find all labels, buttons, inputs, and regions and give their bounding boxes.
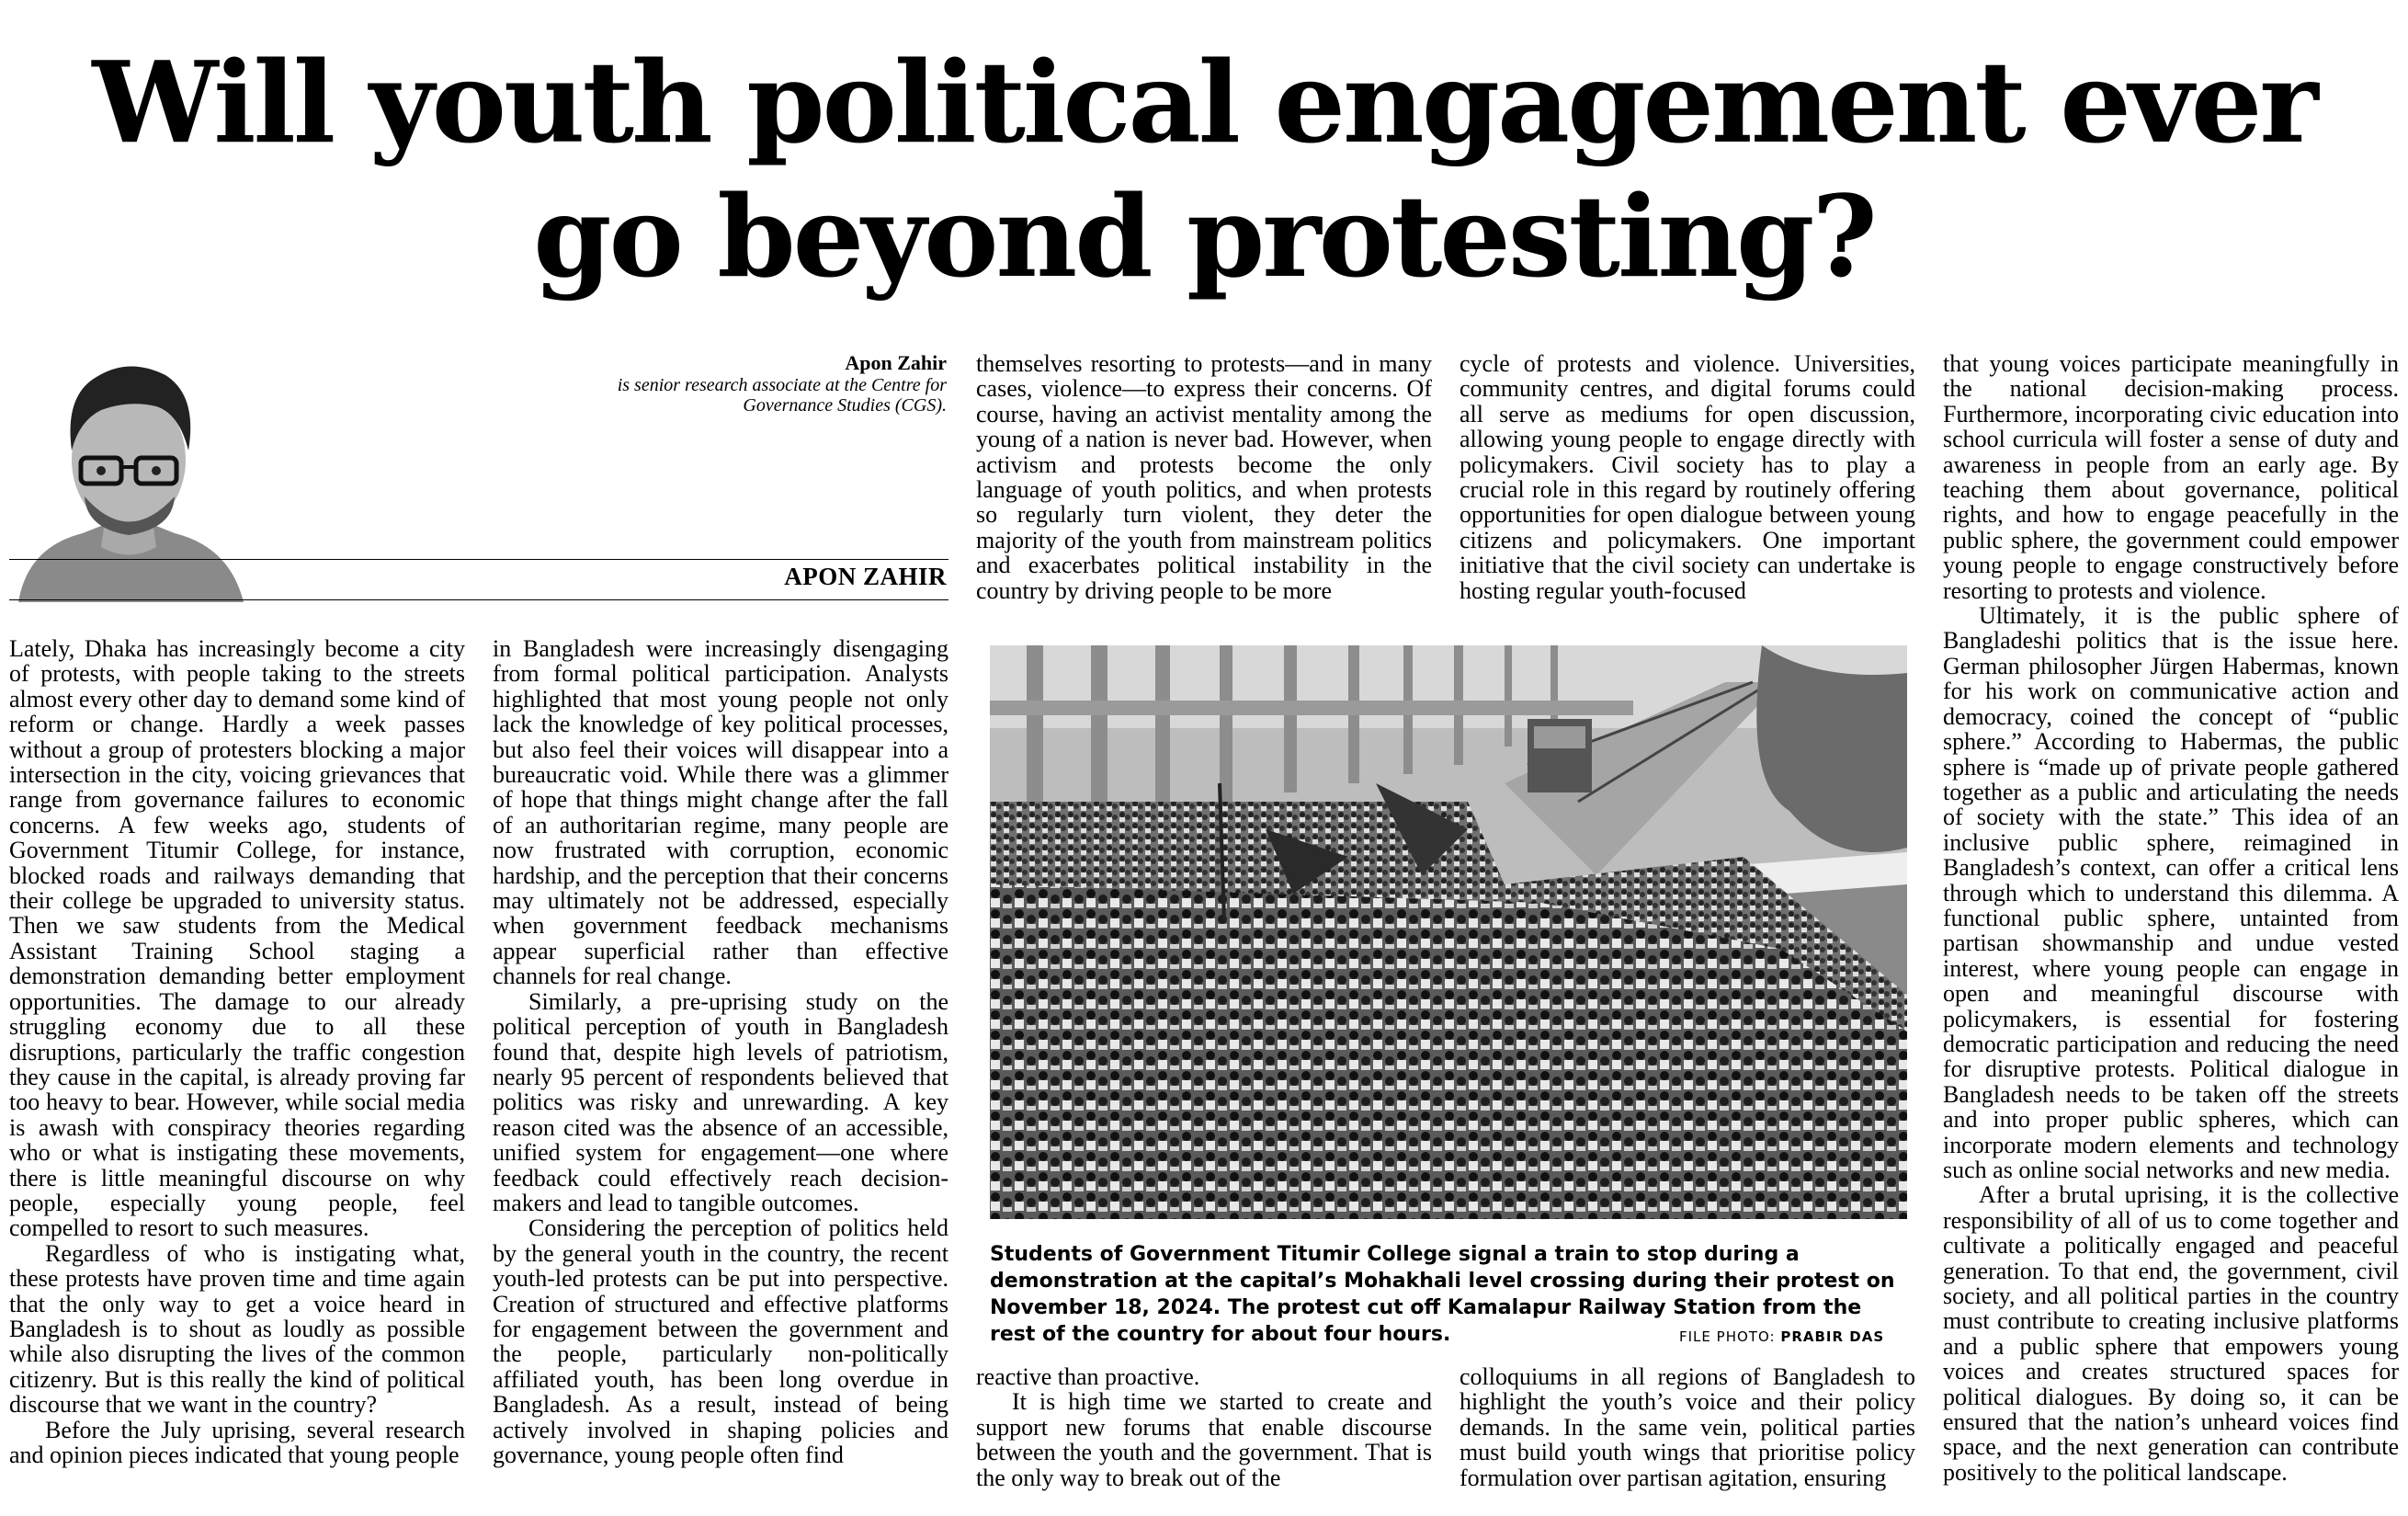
headline-line-1: Will youth political engagement ever <box>92 36 2316 168</box>
paragraph: colloquiums in all regions of Bangladesh to highlight the youth’s voice and their policy demands. In the same vein, political parties must build youth wings that prioritise policy formulation over partisan agitation, ensuring <box>1460 1363 1915 1491</box>
author-name: Apon Zahir <box>845 351 947 374</box>
column-5 <box>1943 351 2399 1485</box>
author-portrait <box>9 349 248 602</box>
column-4-bottom <box>1460 1364 1915 1490</box>
photo-credit <box>1679 1328 1884 1345</box>
column-1 <box>9 636 465 1467</box>
column-3-top <box>976 351 1432 603</box>
column-3-bottom <box>976 1364 1432 1490</box>
paragraph: reactive than proactive. <box>976 1363 1200 1390</box>
paragraph: Before the July uprising, several research and opinion pieces indicated that young people <box>9 1416 465 1468</box>
photo-credit-label: FILE PHOTO: <box>1679 1328 1776 1345</box>
paragraph: cycle of protests and violence. Universities, community centres, and digital forums could all serve as mediums for open discussion, allowing young people to engage directly with policymakers. Civil society has to play a crucial role in this regard by routinely offering opportunities for open dialogue between young citizens and policymakers. One important initiative that the civil society can undertake is hosting regular youth-focused <box>1460 350 1915 604</box>
column-2 <box>493 636 948 1467</box>
headline-line-2: go beyond protesting? <box>533 170 1875 302</box>
byline-bottom-rule <box>9 599 948 600</box>
paragraph: Lately, Dhaka has increasingly become a city of protests, with people taking to the streets almost every other day to demand some kind of reform or change. Hardly a week passes without a group of protesters blocking a major intersection in the city, voicing grievances that range from governance failures to economic concerns. A few weeks ago, students of Government Titumir College, for instance, blocked roads and railways demanding that their college be upgraded to university status. Then we saw students from the Medical Assistant Training School staging a demonstration demanding better employment opportunities. The damage to our already struggling economy due to all these disruptions, particularly the traffic congestion they cause in the capital, is already proving far too heavy to bear. However, while social media is awash with conspiracy theories regarding who or what is instigating these movements, there is little meaningful discourse on why people, especially young people, feel compelled to resort to such measures. <box>9 635 465 1242</box>
paragraph: It is high time we started to create and support new forums that enable discourse between the youth and the government. That is the only way to break out of the <box>976 1388 1432 1491</box>
paragraph: Ultimately, it is the public sphere of Bangladeshi politics that is the issue here. German philosopher Jürgen Habermas, known for his work on communicative action and democracy, coined the concept of “public sphere.” According to Habermas, the public sphere is “made up of private people gathered together as a public and articulating the needs of society with the state.” This idea of an inclusive public sphere, reimagined in Bangladesh’s context, can offer a critical lens through which to understand this dilemma. A functional public sphere, untainted from partisan showmanship and undue vested interest, where young people can engage in open and meaningful discourse with policymakers, is essential for fostering democratic participation and reducing the need for disruptive protests. Political dialogue in Bangladesh needs to be taken off the streets and into proper public spheres, which can incorporate modern elements and technology such as online social networks and new media. <box>1943 602 2399 1183</box>
paragraph: themselves resorting to protests—and in many cases, violence—to express their concerns. Of course, having an activist mentality among the young of a nation is never bad. However, when activism and protests become the only language of youth politics, and when protests so regularly turn violent, they deter the majority of the youth from mainstream politics and exacerbates political instability in the country by driving people to be more <box>976 350 1432 604</box>
headline <box>0 35 2408 303</box>
photographer-name: PRABIR DAS <box>1780 1328 1885 1345</box>
byline: APON ZAHIR <box>784 563 947 590</box>
author-bio: is senior research associate at the Centre for Governance Studies (CGS). <box>617 375 947 416</box>
photo-caption: Students of Government Titumir College signal a train to stop during a demonstration at the capital’s Mohakhali level crossing during their protest on November 18, 2024. The protest cut off Kamalapur Railway Station from the rest of the country for about four hours. <box>990 1243 1895 1346</box>
paragraph: After a brutal uprising, it is the collective responsibility of all of us to come together and cultivate a politically engaged and peaceful generation. To that end, the government, civil society, and all political parties in the country must contribute to creating inclusive platforms and a public sphere that empowers young voices and creates structured spaces for political dialogues. By doing so, it can be ensured that the nation’s unheard voices find space, and the next generation can contribute positively to the political landscape. <box>1943 1181 2399 1486</box>
column-4-top <box>1460 351 1915 603</box>
paragraph: Similarly, a pre-uprising study on the political perception of youth in Bangladesh found that, despite high levels of patriotism, nearly 95 percent of respondents believed that politics was risky and unrewarding. A key reason cited was the absence of an accessible, unified system for engagement—one where feedback could effectively reach decision-makers and lead to tangible outcomes. <box>493 987 948 1216</box>
byline-top-rule <box>9 559 948 560</box>
paragraph: in Bangladesh were increasingly disengaging from formal political participation. Analysts highlighted that most young people not only lack the knowledge of key political processes, but also feel their voices will disappear into a bureaucratic void. While there was a glimmer of hope that things might change after the fall of an authoritarian regime, many people are now frustrated with corruption, economic hardship, and the perception that their concerns may ultimately not be addressed, especially when government feedback mechanisms appear superficial rather than effective channels for real change. <box>493 635 948 990</box>
protest-photo <box>990 645 1907 1219</box>
paragraph: that young voices participate meaningfully in the national decision-making process. Furthermore, incorporating civic education into school curricula will foster a sense of duty and awareness in people from an early age. By teaching them about governance, political rights, and how to engage peacefully in the public sphere, the government could empower young people to engage constructively before resorting to protests and violence. <box>1943 350 2399 604</box>
paragraph: Regardless of who is instigating what, these protests have proven time and time again that the only way to get a voice heard in Bangladesh is to shout as loudly as possible while also disrupting the lives of the common citizenry. But is this really the kind of political discourse that we want in the country? <box>9 1239 465 1419</box>
paragraph: Considering the perception of politics held by the general youth in the country, the recent youth-led protests can be put into perspective. Creation of structured and effective platforms for engagement between the government and the people, particularly non-politically affiliated youth, has been long overdue in Bangladesh. As a result, instead of being actively involved in shaping policies and governance, young people often find <box>493 1214 948 1468</box>
